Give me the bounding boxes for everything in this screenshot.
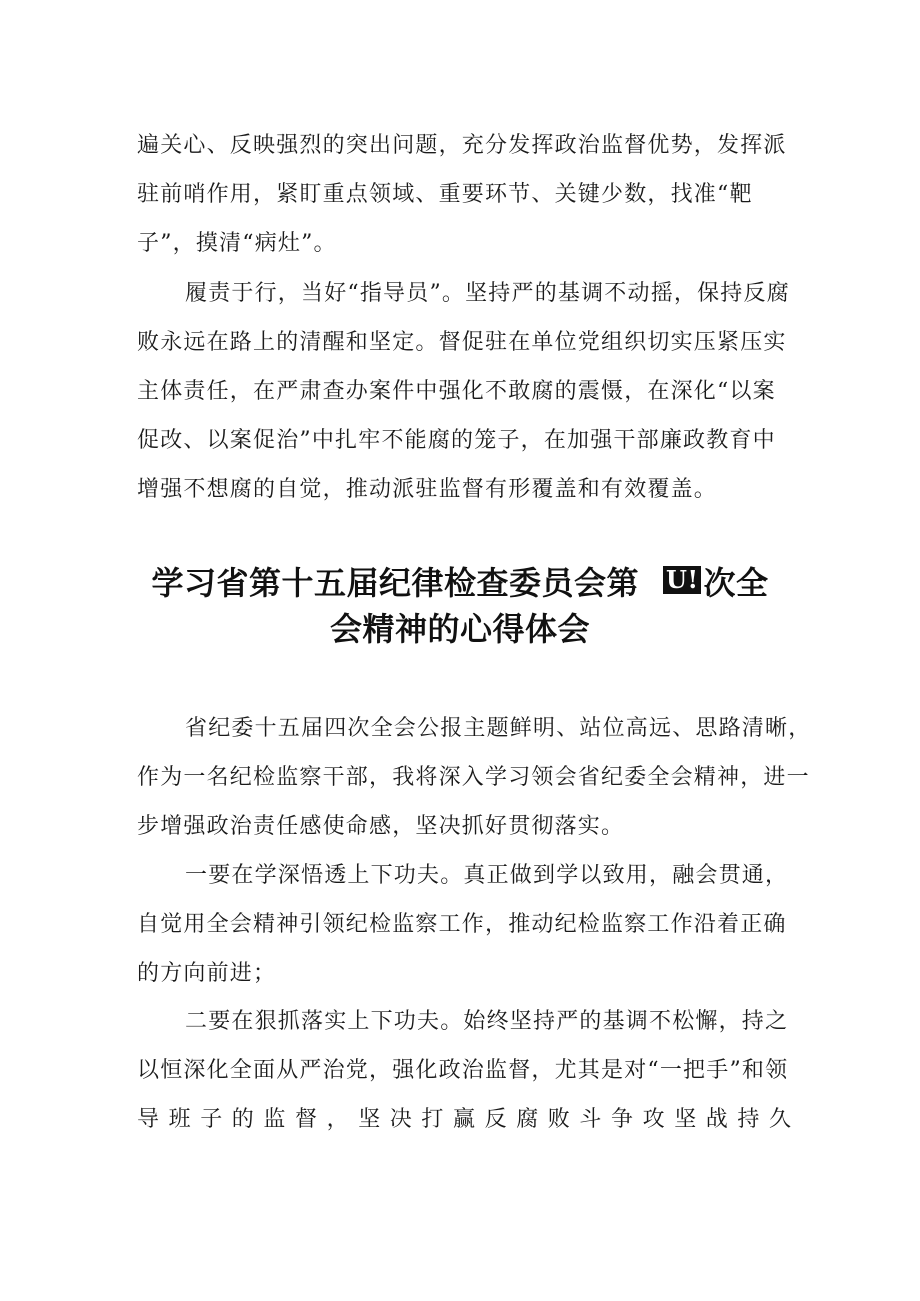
paragraph-3: 省纪委十五届四次全会公报主题鲜明、站位高远、思路清晰，作为一名纪检监察干部，我将深入学习领会省纪委全会精神，进一步增强政治责任感使命感，坚决抓好贯彻落实。 [137,716,812,839]
paragraph-4: 一要在学深悟透上下功夫。真正做到学以致用，融会贯通，自觉用全会精神引领纪检监察工作，推动纪检监察工作沿着正确的方向前进； [137,863,789,986]
article-title [120,560,800,652]
paragraph-5-line-2: 导班子的监督，坚决打赢反腐败斗争攻坚战持久 [137,1107,797,1132]
paragraph-5 [137,997,797,1144]
title-badge-glyph: U! [663,566,701,594]
paragraph-1: 遍关心、反映强烈的突出问题，充分发挥政治监督优势，发挥派驻前哨作用，紧盯重点领域、重要环节、关键少数，找准“靶子”，摸清“病灶”。 [137,133,787,256]
title-text-line-2: 会精神的心得体会 [329,610,590,648]
paragraph-5-line-1: 二要在狠抓落实上下功夫。始终坚持严的基调不松懈，持之以恒深化全面从严治党，强化政治监督，尤其是对“一把手”和领 [137,1009,789,1083]
title-text-part-2: 次全 [703,564,769,602]
title-text-part-1: 学习省第十五届纪律检查委员会第 [151,564,640,602]
paragraph-2: 履责于行，当好“指导员”。坚持严的基调不动摇，保持反腐败永远在路上的清醒和坚定。督促驻在单位党组织切实压紧压实主体责任，在严肃查办案件中强化不敢腐的震慑，在深化“以案促改、以案促治”中扎牢不能腐的笼子，在加强干部廉政教育中增强不想腐的自觉，推动派驻监督有形覆盖和有效覆盖。 [137,281,790,502]
